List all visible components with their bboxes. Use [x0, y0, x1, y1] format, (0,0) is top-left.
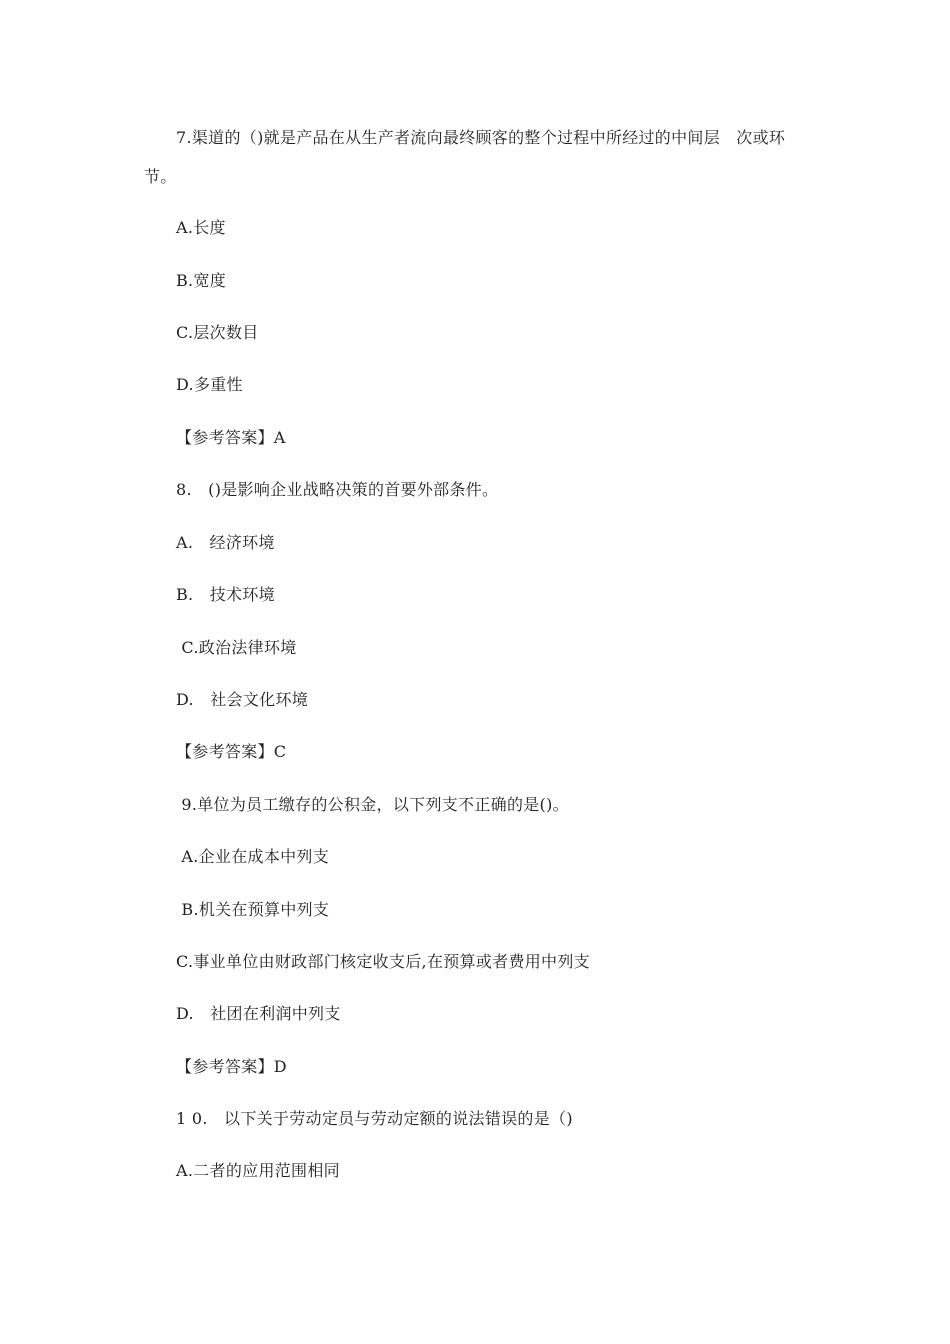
question-7-answer: 【参考答案】A [176, 428, 286, 447]
question-7-option-c: C.层次数目 [176, 323, 259, 342]
question-9-answer: 【参考答案】D [176, 1057, 287, 1076]
question-10-stem: 1 0. 以下关于劳动定员与劳动定额的说法错误的是（) [176, 1109, 573, 1128]
question-9-option-d: D. 社团在利润中列支 [176, 1004, 341, 1023]
question-9-option-b: B.机关在预算中列支 [176, 900, 330, 919]
question-8-option-b: B. 技术环境 [176, 585, 275, 604]
question-7-stem-line1: 7.渠道的（)就是产品在从生产者流向最终顾客的整个过程中所经过的中间层 次或环 [176, 128, 786, 147]
question-7-option-a: A.长度 [176, 218, 226, 237]
question-9-option-c: C.事业单位由财政部门核定收支后,在预算或者费用中列支 [176, 952, 590, 971]
question-7-option-d: D.多重性 [176, 375, 243, 394]
question-7-option-b: B.宽度 [176, 271, 227, 290]
question-8-option-c: C.政治法律环境 [176, 638, 297, 657]
question-10-option-a: A.二者的应用范围相同 [176, 1161, 340, 1180]
question-8-answer: 【参考答案】C [176, 742, 287, 761]
question-9-stem: 9.单位为员工缴存的公积金，以下列支不正确的是()。 [176, 795, 569, 814]
question-7-stem-line2: 节。 [144, 167, 177, 186]
question-8-stem: 8. ()是影响企业战略决策的首要外部条件。 [176, 480, 499, 499]
question-9-option-a: A.企业在成本中列支 [176, 847, 330, 866]
question-8-option-a: A. 经济环境 [176, 533, 275, 552]
question-8-option-d: D. 社会文化环境 [176, 690, 309, 709]
